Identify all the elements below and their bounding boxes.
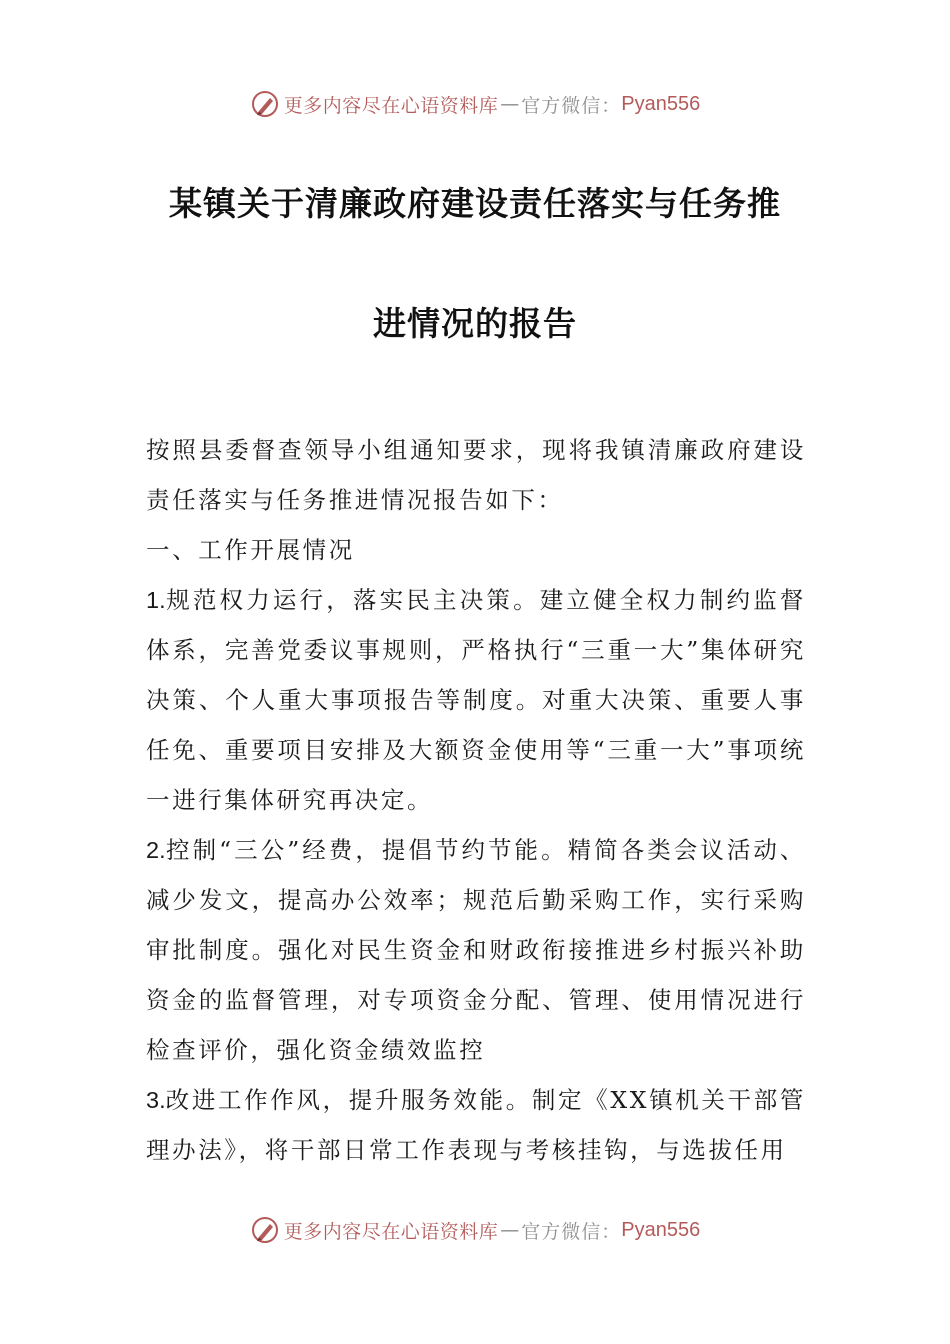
banner-brand: 更多内容尽在心语资料库	[283, 94, 499, 117]
banner-wechat-label: 官方微信：	[521, 1220, 622, 1243]
item-number: 3.	[146, 1087, 166, 1113]
banner-separator: —	[500, 1219, 520, 1241]
paragraph-text: 按照县委督查领导小组通知要求，现将我镇清廉政府建设责任落实与任务推进情况报告如下：	[146, 436, 806, 514]
paragraph-text: 一、工作开展情况	[146, 536, 355, 564]
banner-brand: 更多内容尽在心语资料库	[283, 1220, 499, 1243]
pen-logo-icon	[250, 1215, 280, 1245]
item-paragraph-1	[146, 575, 806, 825]
paragraph-text: 控制“三公”经费，提倡节约节能。精简各类会议活动、减少发文，提高办公效率；规范后勤采购工作，实行采购审批制度。强化对民生资金和财政衔接推进乡村振兴补助资金的监督管理，对专项资金分配、管理、使用情况进行检查评价，强化资金绩效监控	[146, 836, 806, 1064]
document-body	[146, 425, 806, 1175]
pen-logo-icon	[250, 89, 280, 119]
banner-separator: —	[500, 93, 520, 115]
item-number: 1.	[146, 587, 166, 613]
footer-banner	[0, 1210, 950, 1250]
intro-paragraph	[146, 425, 806, 525]
item-paragraph-2	[146, 825, 806, 1075]
section-heading	[146, 525, 806, 575]
paragraph-text: 规范权力运行，落实民主决策。建立健全权力制约监督体系，完善党委议事规则，严格执行“三重一大”集体研究决策、个人重大事项报告等制度。对重大决策、重要人事任免、重要项目安排及大额资金使用等“三重一大”事项统一进行集体研究再决定。	[146, 586, 806, 814]
document-title-line-1: 某镇关于清廉政府建设责任落实与任务推	[169, 184, 781, 223]
banner-handle: Pyan556	[621, 1218, 701, 1241]
paragraph-text: 改进工作作风，提升服务效能。制定《XX镇机关干部管理办法》，将干部日常工作表现与考核挂钩，与选拔任用	[146, 1086, 806, 1164]
banner-wechat-label: 官方微信：	[521, 94, 622, 117]
item-number: 2.	[146, 837, 166, 863]
document-title-line-2: 进情况的报告	[373, 304, 577, 343]
header-banner	[0, 84, 950, 124]
item-paragraph-3	[146, 1075, 806, 1175]
banner-handle: Pyan556	[621, 92, 701, 115]
